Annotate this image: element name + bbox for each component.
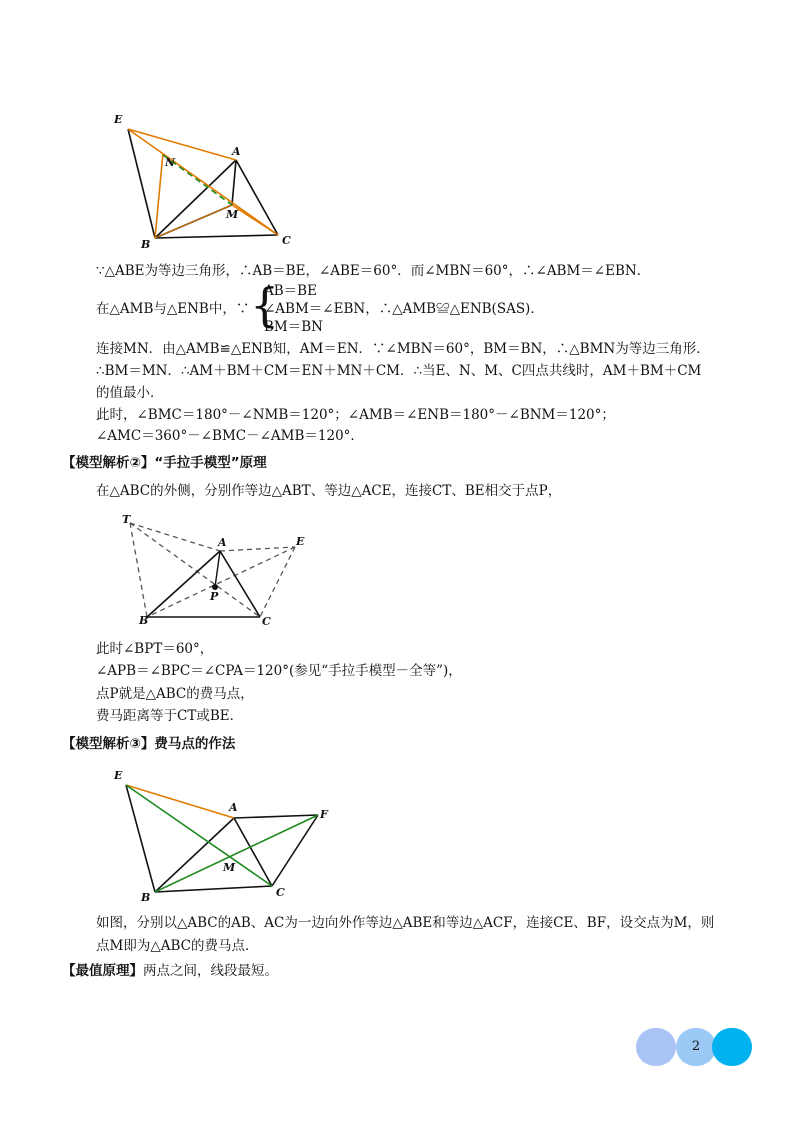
fig3-edge-EB (126, 785, 155, 892)
fig3-label-M: M (223, 861, 236, 874)
proof-line-5: 的值最小． (96, 385, 164, 401)
principle-line (62, 962, 278, 980)
pager-circle-left (636, 1028, 676, 1066)
fig3-label-F: F (320, 808, 328, 821)
case-line-3: BM＝BN (264, 319, 323, 335)
fig3-label-C: C (276, 886, 285, 899)
case-brace: { (250, 278, 280, 332)
fig2-label-C: C (262, 615, 271, 628)
proof-line-4: ∴BM＝MN．∴AM＋BM＋CM＝EN＋MN＋CM．∴当E、N、M、C四点共线时，AM＋BM＋CM (96, 363, 702, 379)
section-2-result-1: 此时∠BPT＝60°， (96, 641, 214, 657)
fig2-label-E: E (296, 535, 305, 548)
section-3-desc-1: 如图，分别以△ABC的AB、AC为一边向外作等边△ABE和等边△ACF，连接CE、BF，设交点为M，则 (96, 915, 715, 931)
fig2-label-B: B (139, 614, 149, 627)
proof-line-3: 连接MN．由△AMB≌△ENB知，AM＝EN．∵∠MBN＝60°，BM＝BN，∴△BMN为等边三角形． (96, 341, 710, 357)
fig3-label-A: A (229, 801, 238, 814)
fig3-edge-AB (155, 818, 234, 892)
page-number: 2 (691, 1039, 701, 1054)
principle-text: 两点之间，线段最短。 (143, 963, 278, 979)
proof-line-1: ∵△ABE为等边三角形，∴AB＝BE，∠ABE＝60°．而∠MBN＝60°，∴∠ABM＝∠EBN． (96, 263, 651, 279)
fig3-edge-BC (155, 886, 272, 892)
fig1-label-N: N (165, 156, 176, 169)
section-3-desc-2: 点M即为△ABC的费马点． (96, 938, 259, 954)
section-3-heading: 【模型解析③】费马点的作法 (62, 736, 236, 752)
fig3-edge-AF (234, 815, 318, 818)
fig3-edge-EA (126, 785, 234, 818)
section-2-result-3: 点P就是△ABC的费马点， (96, 686, 254, 702)
section-2-result-2: ∠APB＝∠BPC＝∠CPA＝120°(参见“手拉手模型－全等”)， (96, 663, 462, 679)
pager-circle-right (712, 1028, 752, 1066)
fig1-label-B: B (141, 238, 151, 251)
proof-line-2: 在△AMB与△ENB中，∵ (96, 301, 250, 317)
case-line-1: AB＝BE (264, 283, 317, 299)
section-2-intro: 在△ABC的外侧，分别作等边△ABT、等边△ACE，连接CT、BE相交于点P， (96, 483, 562, 499)
fig1-label-C: C (282, 234, 291, 247)
fig1-label-E: E (114, 113, 123, 126)
page-number-badge (636, 1028, 752, 1066)
section-2-result-4: 费马距离等于CT或BE． (96, 708, 244, 724)
fig2-label-T: T (122, 513, 131, 526)
fig3-label-B: B (141, 891, 151, 904)
fig1-label-A: A (232, 145, 241, 158)
proof-line-6: 此时，∠BMC＝180°－∠NMB＝120°；∠AMB＝∠ENB＝180°－∠BNM＝120°； (96, 407, 615, 423)
case-line-2: ∠ABM＝∠EBN，∴△AMB≌△ENB(SAS)． (264, 301, 544, 317)
fig1-label-M: M (226, 208, 239, 221)
fig3-label-E: E (114, 769, 123, 782)
fig2-label-A: A (218, 536, 227, 549)
section-2-heading: 【模型解析②】“手拉手模型”原理 (62, 455, 267, 471)
proof-line-7: ∠AMC＝360°－∠BMC－∠AMB＝120°． (96, 428, 364, 444)
fig2-label-P: P (210, 590, 219, 603)
principle-heading: 【最值原理】 (62, 963, 143, 979)
